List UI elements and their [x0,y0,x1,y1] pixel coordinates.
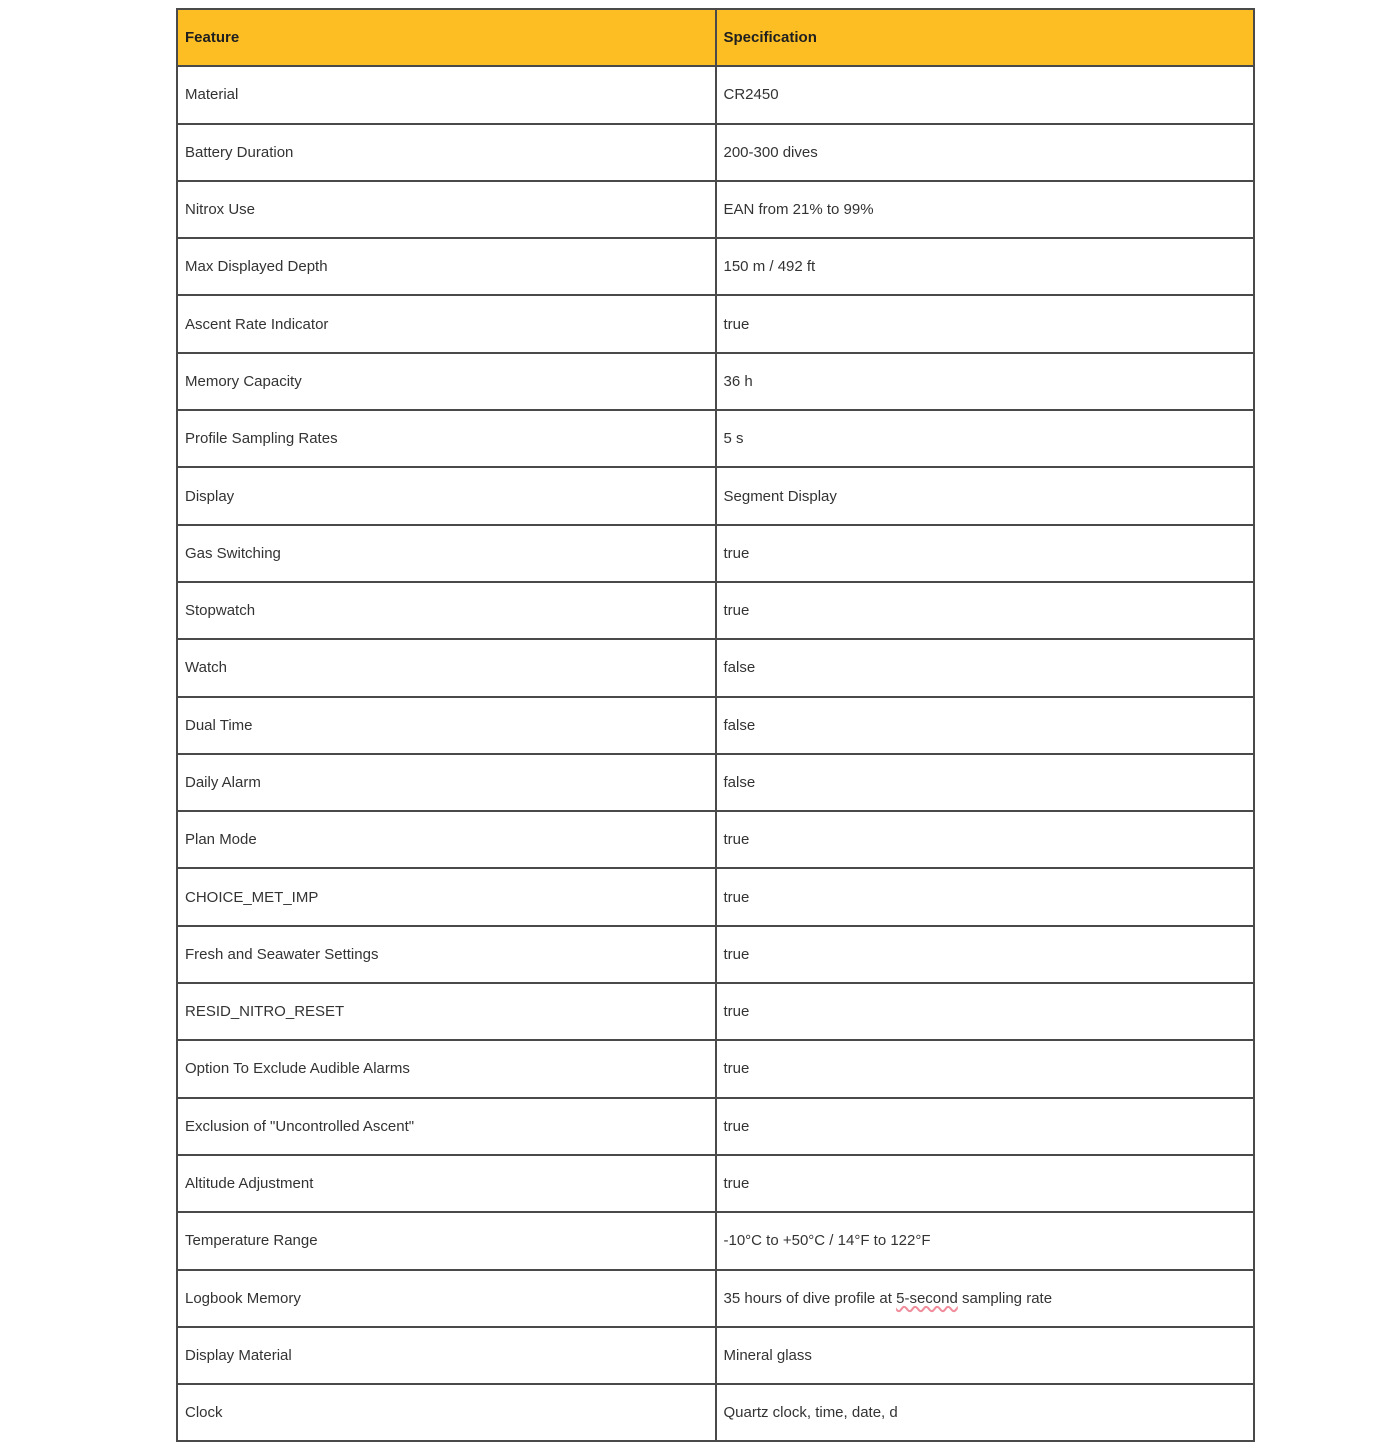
table-row [177,410,1254,467]
specification-column-header: Specification [716,9,1255,66]
specification-cell: -10°C to +50°C / 14°F to 122°F [716,1212,1255,1269]
feature-cell: Display Material [177,1327,716,1384]
specifications-table [176,8,1255,1442]
specification-cell: Mineral glass [716,1327,1255,1384]
table-row [177,238,1254,295]
table-row [177,1270,1254,1327]
specification-cell: true [716,926,1255,983]
feature-cell: Max Displayed Depth [177,238,716,295]
table-row [177,1327,1254,1384]
feature-cell: Gas Switching [177,525,716,582]
specification-cell: true [716,525,1255,582]
table-row [177,1384,1254,1441]
feature-cell: RESID_NITRO_RESET [177,983,716,1040]
specification-cell: true [716,868,1255,925]
specification-cell: true [716,1155,1255,1212]
table-row [177,811,1254,868]
feature-cell: Ascent Rate Indicator [177,295,716,352]
table-row [177,868,1254,925]
specification-cell: CR2450 [716,66,1255,123]
specification-cell: true [716,1098,1255,1155]
table-row [177,66,1254,123]
table-row [177,983,1254,1040]
feature-cell: Dual Time [177,697,716,754]
feature-cell: Temperature Range [177,1212,716,1269]
specification-cell: true [716,582,1255,639]
feature-cell: Clock [177,1384,716,1441]
table-row [177,353,1254,410]
table-row [177,124,1254,181]
table-row [177,639,1254,696]
specification-cell: 150 m / 492 ft [716,238,1255,295]
feature-cell: Profile Sampling Rates [177,410,716,467]
feature-cell: Plan Mode [177,811,716,868]
specification-cell: false [716,639,1255,696]
feature-cell: Option To Exclude Audible Alarms [177,1040,716,1097]
specification-cell: 36 h [716,353,1255,410]
feature-cell: Material [177,66,716,123]
specification-cell: true [716,983,1255,1040]
table-row [177,181,1254,238]
specification-cell: false [716,697,1255,754]
table-row [177,295,1254,352]
feature-cell: Display [177,467,716,524]
specification-cell: 35 hours of dive profile at 5-second sampling rate [716,1270,1255,1327]
specification-cell: 200-300 dives [716,124,1255,181]
table-row [177,582,1254,639]
feature-cell: Logbook Memory [177,1270,716,1327]
specification-cell: 5 s [716,410,1255,467]
table-row [177,467,1254,524]
table-row [177,697,1254,754]
table-row [177,525,1254,582]
specification-cell: Quartz clock, time, date, d [716,1384,1255,1441]
specification-cell: EAN from 21% to 99% [716,181,1255,238]
spellcheck-underlined-word: 5-second [896,1289,958,1307]
feature-cell: Fresh and Seawater Settings [177,926,716,983]
feature-cell: Stopwatch [177,582,716,639]
feature-cell: Memory Capacity [177,353,716,410]
table-row [177,1040,1254,1097]
feature-column-header: Feature [177,9,716,66]
feature-cell: Nitrox Use [177,181,716,238]
table-row [177,1155,1254,1212]
feature-cell: Exclusion of "Uncontrolled Ascent" [177,1098,716,1155]
spec-table-container [176,8,1255,1442]
specification-cell: true [716,811,1255,868]
table-row [177,1212,1254,1269]
specification-cell: Segment Display [716,467,1255,524]
table-row [177,754,1254,811]
feature-cell: CHOICE_MET_IMP [177,868,716,925]
table-row [177,1098,1254,1155]
specification-cell: false [716,754,1255,811]
feature-cell: Daily Alarm [177,754,716,811]
specification-cell: true [716,1040,1255,1097]
feature-cell: Battery Duration [177,124,716,181]
header-row [177,9,1254,66]
specification-cell: true [716,295,1255,352]
feature-cell: Altitude Adjustment [177,1155,716,1212]
feature-cell: Watch [177,639,716,696]
table-row [177,926,1254,983]
